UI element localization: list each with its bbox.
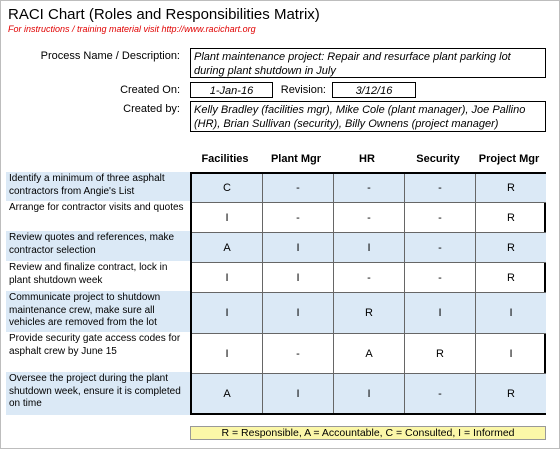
process-field[interactable]: Plant maintenance project: Repair and resurface plant parking lot during plant shutdown in July — [190, 48, 546, 78]
raci-cell-hr[interactable]: R — [334, 293, 405, 334]
raci-cell-plant-mgr[interactable]: I — [263, 263, 334, 293]
created-by-field[interactable]: Kelly Bradley (facilities mgr), Mike Cole (plant manager), Joe Pallino (HR), Brian Sullivan (security), Billy Ownens (project manager) — [190, 101, 546, 132]
raci-cell-project-mgr[interactable]: I — [476, 293, 546, 334]
raci-cell-project-mgr[interactable]: R — [476, 374, 546, 413]
raci-cell-plant-mgr[interactable]: - — [263, 174, 334, 203]
task-row-label: Identify a minimum of three asphalt contractors from Angie's List — [6, 172, 190, 201]
raci-cell-project-mgr[interactable]: R — [476, 233, 546, 263]
raci-cell-facilities[interactable]: A — [192, 374, 263, 413]
raci-cell-plant-mgr[interactable]: - — [263, 203, 334, 233]
created-on-label: Created On: — [120, 84, 180, 96]
raci-cell-project-mgr[interactable]: R — [476, 174, 546, 203]
raci-cell-hr[interactable]: I — [334, 374, 405, 413]
raci-cell-hr[interactable]: - — [334, 203, 405, 233]
revision-field[interactable]: 3/12/16 — [332, 82, 416, 98]
created-by-label: Created by: — [123, 103, 180, 115]
raci-cell-facilities[interactable]: I — [192, 263, 263, 293]
raci-cell-facilities[interactable]: I — [192, 293, 263, 334]
raci-cell-facilities[interactable]: C — [192, 174, 263, 203]
role-header-security: Security — [416, 153, 460, 165]
raci-cell-security[interactable]: R — [405, 334, 476, 374]
raci-cell-hr[interactable]: A — [334, 334, 405, 374]
process-label: Process Name / Description: — [40, 50, 180, 62]
raci-cell-security[interactable]: - — [405, 174, 476, 203]
raci-cell-security[interactable]: - — [405, 263, 476, 293]
task-row-label: Oversee the project during the plant shutdown week, ensure it is completed on time — [6, 372, 190, 415]
created-on-field[interactable]: 1-Jan-16 — [190, 82, 273, 98]
raci-legend: R = Responsible, A = Accountable, C = Consulted, I = Informed — [190, 426, 546, 440]
raci-cell-security[interactable]: I — [405, 293, 476, 334]
raci-matrix — [190, 172, 546, 415]
raci-cell-hr[interactable]: - — [334, 174, 405, 203]
raci-cell-security[interactable]: - — [405, 203, 476, 233]
raci-cell-hr[interactable]: I — [334, 233, 405, 263]
role-header-plant-mgr: Plant Mgr — [270, 153, 322, 165]
revision-label: Revision: — [280, 84, 326, 96]
raci-cell-project-mgr[interactable]: I — [476, 334, 546, 374]
role-header-hr: HR — [359, 153, 375, 165]
task-row-label: Provide security gate access codes for asphalt crew by June 15 — [9, 333, 181, 357]
page-title: RACI Chart (Roles and Responsibilities Matrix) — [8, 6, 320, 23]
role-header-facilities: Facilities — [201, 153, 249, 165]
raci-cell-security[interactable]: - — [405, 374, 476, 413]
task-row-label: Review and finalize contract, lock in plant shutdown week — [9, 262, 168, 286]
raci-cell-plant-mgr[interactable]: I — [263, 233, 334, 263]
raci-cell-hr[interactable]: - — [334, 263, 405, 293]
role-header-project-mgr: Project Mgr — [478, 153, 540, 165]
raci-cell-facilities[interactable]: I — [192, 203, 263, 233]
raci-cell-facilities[interactable]: A — [192, 233, 263, 263]
instructions-link[interactable]: For instructions / training material visit http://www.racichart.org — [8, 24, 256, 34]
raci-cell-plant-mgr[interactable]: I — [263, 293, 334, 334]
raci-cell-security[interactable]: - — [405, 233, 476, 263]
raci-cell-project-mgr[interactable]: R — [476, 263, 546, 293]
task-row-label: Review quotes and references, make contractor selection — [6, 231, 190, 261]
raci-cell-plant-mgr[interactable]: - — [263, 334, 334, 374]
raci-cell-facilities[interactable]: I — [192, 334, 263, 374]
task-row-label: Communicate project to shutdown maintenance crew, make sure all vehicles are removed from the lot — [6, 291, 190, 332]
task-row-label: Arrange for contractor visits and quotes — [9, 202, 184, 213]
raci-cell-plant-mgr[interactable]: I — [263, 374, 334, 413]
raci-cell-project-mgr[interactable]: R — [476, 203, 546, 233]
